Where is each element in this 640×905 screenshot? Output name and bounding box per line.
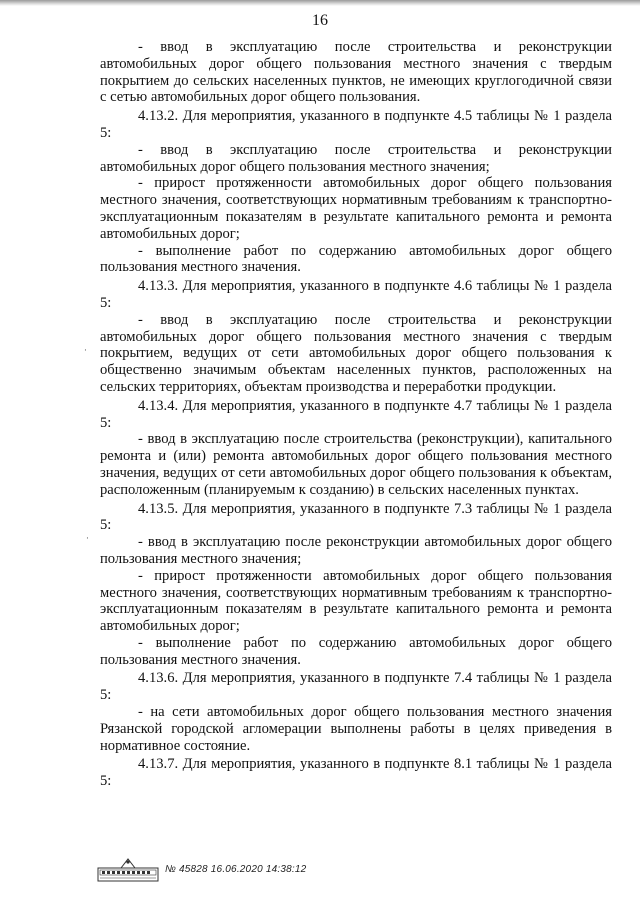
paragraph: - ввод в эксплуатацию после строительства и реконструкции автомобильных дорог общего пользования местного значения с твердым покрытием, ведущих от сети автомобильных дорог общего пользования к общественно значимым объектам населенных пунктов, расположенных на сельских территориях, объектам производства и переработки продукции. [100, 311, 612, 395]
paragraph: - выполнение работ по содержанию автомобильных дорог общего пользования местного значения. [100, 634, 612, 668]
paragraph: - прирост протяженности автомобильных дорог общего пользования местного значения, соответствующих нормативным требованиям к транспортно-эксплуатационным показателям в результате капитального ремонта и ремонта автомобильных дорог; [100, 175, 612, 242]
scan-edge [0, 0, 640, 6]
section-heading: 4.13.5. Для мероприятия, указанного в подпункте 7.3 таблицы № 1 раздела 5: [100, 500, 612, 534]
paragraph: - ввод в эксплуатацию после строительства и реконструкции автомобильных дорог общего пользования местного значения с твердым покрытием до сельских населенных пунктов, не имеющих круглогодичной связи с сетью автомобильных дорог общего пользования. [100, 39, 612, 106]
section-heading: 4.13.6. Для мероприятия, указанного в подпункте 7.4 таблицы № 1 раздела 5: [100, 670, 612, 704]
margin-speck: · [84, 346, 87, 356]
paragraph: - ввод в эксплуатацию после строительства (реконструкции), капитального ремонта и (или) ремонта автомобильных дорог общего пользования местного значения, ведущих от сети автомобильных дорог общего пользования к объектам, расположенным (планируемым к созданию) в сельских населенных пунктах. [100, 431, 612, 498]
paragraph: - ввод в эксплуатацию после реконструкции автомобильных дорог общего пользования местного значения; [100, 534, 612, 567]
registration-number: № 45828 16.06.2020 14:38:12 [165, 863, 307, 875]
section-heading: 4.13.2. Для мероприятия, указанного в подпункте 4.5 таблицы № 1 раздела 5: [100, 108, 612, 141]
registration-footer [97, 856, 306, 882]
section-heading: 4.13.7. Для мероприятия, указанного в подпункте 8.1 таблицы № 1 раздела 5: [100, 756, 612, 790]
page-number: 16 [312, 12, 328, 29]
section-heading: 4.13.3. Для мероприятия, указанного в подпункте 4.6 таблицы № 1 раздела 5: [100, 278, 612, 311]
paragraph: - выполнение работ по содержанию автомобильных дорог общего пользования местного значения. [100, 242, 612, 276]
paragraph: - прирост протяженности автомобильных дорог общего пользования местного значения, соответствующих нормативным требованиям к транспортно-эксплуатационным показателям в результате капитального ремонта и ремонта автомобильных дорог; [100, 567, 612, 635]
document-body [100, 39, 612, 790]
section-heading: 4.13.4. Для мероприятия, указанного в подпункте 4.7 таблицы № 1 раздела 5: [100, 397, 612, 431]
document-registry-stamp-icon [97, 856, 159, 882]
paragraph: - на сети автомобильных дорог общего пользования местного значения Рязанской городской агломерации выполнены работы в целях приведения в нормативное состояние. [100, 704, 612, 754]
paragraph: - ввод в эксплуатацию после строительства и реконструкции автомобильных дорог общего пользования местного значения; [100, 141, 612, 175]
margin-speck: · [86, 534, 89, 544]
